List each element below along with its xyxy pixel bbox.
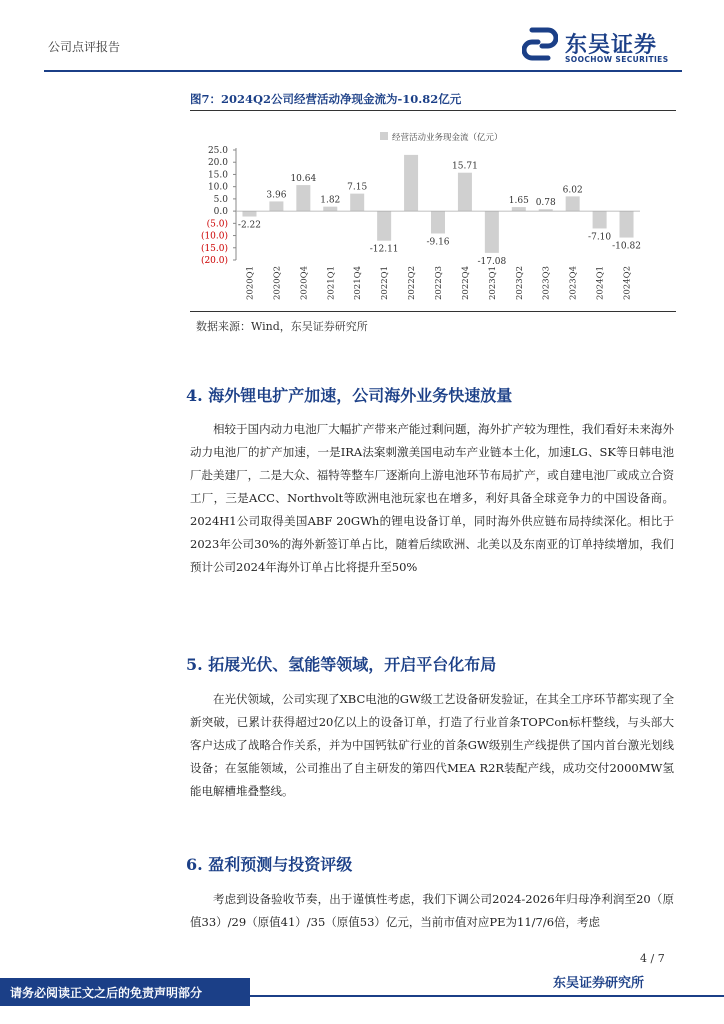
y-tick-label: (10.0) xyxy=(200,231,228,242)
y-tick-label: 25.0 xyxy=(207,146,228,156)
disclaimer-banner: 请务必阅读正文之后的免责声明部分 xyxy=(0,978,250,1006)
data-label: -7.10 xyxy=(588,232,612,243)
y-tick-label: 15.0 xyxy=(207,170,228,181)
bar xyxy=(404,155,418,211)
page-number: 4 / 7 xyxy=(640,952,665,965)
x-tick-label: 2022Q1 xyxy=(380,266,391,301)
report-type-label: 公司点评报告 xyxy=(48,40,121,54)
y-tick-label: 5.0 xyxy=(213,194,228,205)
bar xyxy=(377,211,391,241)
company-logo xyxy=(522,26,682,66)
bar xyxy=(620,211,634,237)
soochow-logo-icon xyxy=(522,26,558,62)
figure-source: 数据来源：Wind，东吴证券研究所 xyxy=(196,320,368,333)
paragraph-forecast: 考虑到设备验收节奏，出于谨慎性考虑，我们下调公司2024-2026年归母净利润至20（原值33）/29（原值41）/35（原值53）亿元，当前市值对应PE为11/7/6倍，考虑 xyxy=(190,892,674,929)
data-label: -17.08 xyxy=(477,256,507,267)
legend-swatch xyxy=(380,132,388,140)
logo-text-cn: 东吴证券 xyxy=(565,33,658,58)
section-body-platform xyxy=(190,688,674,803)
figure-title: 图7：2024Q2公司经营活动净现金流为-10.82亿元 xyxy=(190,92,462,106)
section-body-overseas xyxy=(190,418,674,579)
bar xyxy=(458,173,472,211)
data-label: 1.65 xyxy=(508,196,529,207)
x-tick-label: 2024Q2 xyxy=(622,266,633,301)
section-title-overseas: 4. 海外锂电扩产加速，公司海外业务快速放量 xyxy=(186,386,513,405)
data-label: 7.15 xyxy=(347,182,368,193)
footer-divider xyxy=(250,995,724,997)
x-tick-label: 2023Q1 xyxy=(487,266,498,301)
footer-company: 东吴证券研究所 xyxy=(553,976,645,991)
section-title-forecast: 6. 盈利预测与投资评级 xyxy=(186,855,353,874)
data-label: -2.22 xyxy=(237,220,262,231)
x-tick-label: 2020Q2 xyxy=(272,266,283,301)
section-body-forecast xyxy=(190,888,674,934)
bar xyxy=(485,211,499,253)
x-tick-label: 2023Q3 xyxy=(541,266,552,301)
bar xyxy=(323,207,337,211)
bar xyxy=(242,211,256,216)
x-tick-label: 2022Q2 xyxy=(407,266,418,301)
section-title-platform: 5. 拓展光伏、氢能等领域，开启平台化布局 xyxy=(186,655,497,674)
x-tick-label: 2023Q4 xyxy=(568,266,579,301)
figure-top-rule xyxy=(190,110,676,111)
bar xyxy=(566,196,580,211)
data-label: 6.02 xyxy=(562,185,583,196)
y-tick-label: (20.0) xyxy=(200,256,228,266)
data-label: 0.78 xyxy=(535,198,556,209)
paragraph-overseas: 相较于国内动力电池厂大幅扩产带来产能过剩问题，海外扩产较为理性，我们看好未来海外动力电池厂的扩产加速，一是IRA法案刺激美国电动车产业链本土化，加速LG、SK等日韩电池厂赴美建厂，二是大众、福特等整车厂逐渐向上游电池环节布局扩产，或自建电池厂或成立合资工厂，三是ACC、Northvolt等欧洲电池玩家也在增多，利好具备全球竞争力的中国设备商。2024H1公司取得美国ABF 20GWh的锂电设备订单，同时海外供应链布局持续深化。相比于2023年公司30%的海外新签订单占比，随着后续欧洲、北美以及东南亚的订单持续增加，我们预计公司2024年海外订单占比将提升至50% xyxy=(190,422,674,574)
data-label: 15.71 xyxy=(452,161,478,172)
bar xyxy=(512,207,526,211)
x-tick-label: 2024Q1 xyxy=(595,266,606,301)
x-tick-label: 2020Q4 xyxy=(299,266,310,301)
header-divider xyxy=(44,70,682,72)
data-label: 3.96 xyxy=(266,190,287,201)
x-tick-label: 2022Q4 xyxy=(460,266,471,301)
y-tick-label: 0.0 xyxy=(213,207,228,218)
y-tick-label: (5.0) xyxy=(206,219,228,230)
bar xyxy=(269,201,283,211)
legend-label: 经营活动业务现金流（亿元） xyxy=(392,133,503,143)
data-label: 1.82 xyxy=(320,195,341,206)
x-tick-label: 2021Q1 xyxy=(326,266,337,301)
logo-text-en: SOOCHOW SECURITIES xyxy=(565,55,669,64)
x-tick-label: 2022Q3 xyxy=(434,266,444,301)
figure-bottom-rule xyxy=(190,311,676,312)
x-tick-label: 2020Q1 xyxy=(245,266,256,301)
data-label: -9.16 xyxy=(426,237,450,248)
data-label: -10.82 xyxy=(612,241,641,252)
y-tick-label: 20.0 xyxy=(207,158,228,169)
x-tick-label: 2021Q4 xyxy=(353,266,364,301)
bar xyxy=(431,211,445,233)
data-label: 10.64 xyxy=(290,174,317,185)
bar xyxy=(296,185,310,211)
bar xyxy=(593,211,607,228)
y-tick-label: 10.0 xyxy=(207,182,228,193)
y-tick-label: (15.0) xyxy=(200,243,228,254)
paragraph-platform: 在光伏领域，公司实现了XBC电池的GW级工艺设备研发验证，在其全工序环节都实现了全新突破，已累计获得超过20亿以上的设备订单，打造了行业首条TOPCon标杆整线，与头部大客户达成了战略合作关系，并为中国钙钛矿行业的首条GW级别生产线提供了国内首台激光划线设备；在氢能领域，公司推出了自主研发的第四代MEA R2R装配产线，成功交付2000MW氢能电解槽堆叠整线。 xyxy=(190,692,674,798)
cash-flow-bar-chart xyxy=(190,124,676,314)
bar xyxy=(350,194,364,211)
data-label: -12.11 xyxy=(369,244,399,255)
x-tick-label: 2023Q2 xyxy=(514,266,525,301)
